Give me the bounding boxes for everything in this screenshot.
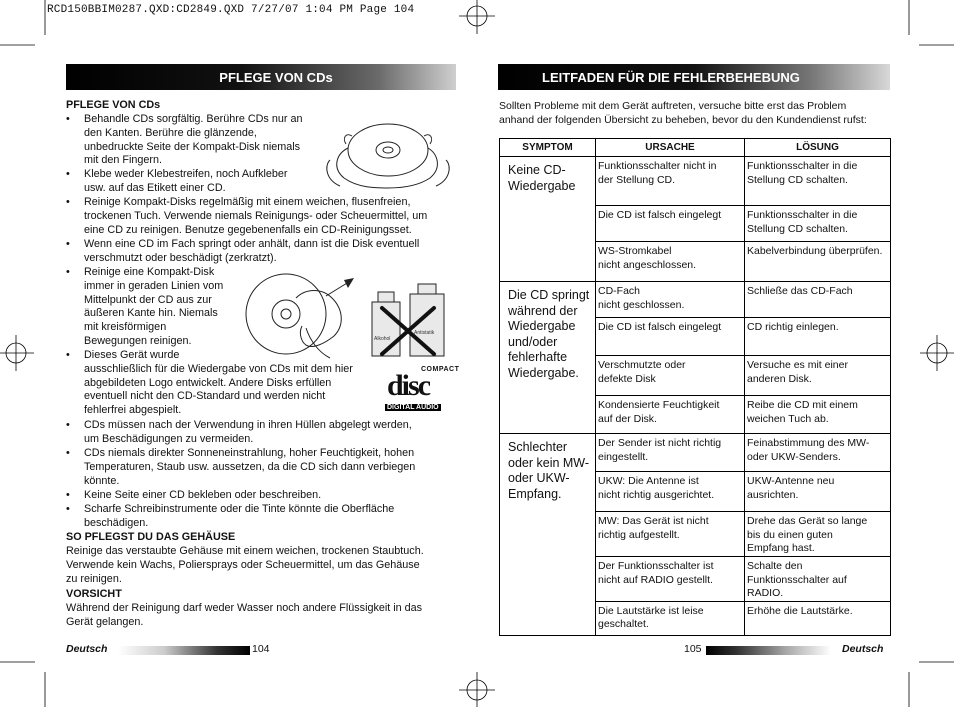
cause-line: richtig aufgestellt.	[598, 528, 680, 541]
solution-line: bis du einen guten	[747, 528, 833, 541]
bullet-dot: •	[66, 503, 70, 515]
logo-disc-text: disc	[387, 369, 430, 402]
logo-compact-text: COMPACT	[421, 366, 460, 373]
cd-cleaning-illustration	[244, 268, 456, 360]
bullet-line: eine CD zu reinigen. Benutze gegebenenfalls ein CD-Reinigungsset.	[84, 223, 412, 236]
bullet-line: fehlerfrei abgespielt.	[84, 404, 182, 417]
solution-line: Empfang hast.	[747, 542, 815, 554]
bullet-line: Klebe weder Klebestreifen, noch Aufkleber	[84, 168, 288, 180]
cause-line: eingestellt.	[598, 450, 649, 463]
intro-line: Sollten Probleme mit dem Gerät auftreten, versuche bitte erst das Problem	[499, 100, 847, 112]
bullet-text	[84, 238, 419, 266]
cause-line: Der Funktionsschalter ist	[598, 560, 714, 572]
symptom-line: Wiedergabe	[508, 178, 576, 193]
caution-line: Gerät gelangen.	[66, 615, 144, 628]
solution-line: Versuche es mit einer	[747, 359, 848, 371]
symptom-line: Wiedergabe	[508, 319, 576, 333]
bullet-line: könnte.	[84, 474, 120, 487]
symptom-line: während der	[508, 303, 578, 318]
right-page-number: 105	[684, 643, 702, 655]
bullet-line: CDs niemals direkter Sonneneinstrahlung, hoher Feuchtigkeit, hohen	[84, 447, 415, 459]
symptom-line: Keine CD-	[508, 163, 566, 177]
cause-line: defekte Disk	[598, 372, 656, 385]
symptom-cell	[500, 434, 596, 636]
symptom-line: oder kein MW-	[508, 455, 590, 470]
bullet-dot: •	[66, 266, 70, 278]
bullet-line: Mittelpunkt der CD aus zur	[84, 293, 212, 306]
cause-line: UKW: Die Antenne ist	[598, 475, 699, 487]
solution-cell	[745, 472, 891, 512]
cause-cell	[596, 512, 745, 557]
bullet-line: Reinige Kompakt-Disks regelmäßig mit einem weichen, flusenfreien,	[84, 196, 411, 208]
solution-line: Funktionsschalter in die	[747, 209, 858, 221]
cause-line: nicht angeschlossen.	[598, 258, 697, 271]
table-row	[500, 157, 891, 206]
cause-line: Die CD ist falsch eingelegt	[598, 209, 722, 221]
bullet-dot: •	[66, 238, 70, 250]
bullet-line: eventuell nicht den CD-Standard und werden nicht	[84, 390, 326, 403]
left-footer-language: Deutsch	[66, 643, 108, 655]
troubleshooting-intro	[499, 99, 889, 127]
bullet-text	[84, 266, 223, 349]
solution-line: Kabelverbindung überprüfen.	[747, 245, 883, 257]
cause-cell	[596, 356, 745, 396]
table-row	[500, 282, 891, 318]
solution-line: oder UKW-Senders.	[747, 450, 841, 463]
caution-text	[66, 602, 456, 630]
solution-line: weichen Tuch ab.	[747, 412, 829, 425]
cause-cell	[596, 242, 745, 282]
housing-line: zu reinigen.	[66, 572, 122, 585]
solution-line: Schalte den	[747, 560, 803, 572]
bullet-line: Bewegungen reinigen.	[84, 334, 192, 347]
solution-line: Stellung CD schalten.	[747, 173, 848, 186]
bullet-line: Scharfe Schreibinstrumente oder die Tinte könnte die Oberfläche	[84, 503, 395, 515]
cause-cell	[596, 282, 745, 318]
bottle-label-alcohol: Alkohol	[374, 336, 391, 342]
right-footer-bar	[706, 646, 831, 655]
cause-line: nicht auf RADIO gestellt.	[598, 573, 713, 586]
cause-cell	[596, 434, 745, 472]
solution-cell	[745, 434, 891, 472]
symptom-line: Wiedergabe.	[508, 365, 579, 380]
bullet-text	[84, 113, 302, 168]
bullet-line: Temperaturen, Staub usw. aussetzen, da die CD sich dann verbiegen	[84, 460, 416, 473]
cause-cell	[596, 557, 745, 602]
cause-line: Kondensierte Feuchtigkeit	[598, 399, 720, 411]
solution-cell	[745, 557, 891, 602]
bullet-line: trockenen Tuch. Verwende niemals Reinigungs- oder Scheuermittel, um	[84, 209, 428, 222]
intro-line: anhand der folgenden Übersicht zu beheben, bevor du den Kundendienst rufst:	[499, 114, 867, 126]
cause-cell	[596, 206, 745, 242]
symptom-line: und/oder	[508, 334, 558, 349]
bullet-line: beschädigen.	[84, 516, 149, 529]
bullet-line: ausschließlich für die Wiedergabe von CDs mit dem hier	[84, 362, 353, 375]
logo-digital-audio-text: DIGITAL AUDIO	[387, 404, 439, 411]
bullet-dot: •	[66, 168, 70, 180]
bullet-text	[84, 503, 394, 531]
symptom-line: fehlerhafte	[508, 350, 568, 364]
solution-line: Stellung CD schalten.	[747, 222, 848, 235]
housing-title: SO PFLEGST DU DAS GEHÄUSE	[66, 531, 236, 543]
bullet-text	[84, 489, 321, 503]
caution-title: VORSICHT	[66, 588, 122, 600]
cause-line: Die Lautstärke ist leise	[598, 604, 704, 617]
bullet-line: Reinige eine Kompakt-Disk	[84, 266, 215, 278]
left-header: PFLEGE VON CDs	[66, 64, 456, 90]
bullet-line: usw. auf das Etikett einer CD.	[84, 181, 226, 194]
housing-text	[66, 545, 456, 586]
bullet-line: immer in geraden Linien vom	[84, 279, 224, 292]
hands-holding-cd-illustration	[318, 108, 456, 194]
bullet-text	[84, 447, 415, 488]
bullet-line: abgebildeten Logo entwickelt. Andere Disks erfüllen	[84, 376, 332, 389]
bullet-line: Dieses Gerät wurde	[84, 349, 180, 361]
solution-cell	[745, 206, 891, 242]
solution-line: ausrichten.	[747, 488, 799, 501]
solution-cell	[745, 318, 891, 356]
right-footer-language: Deutsch	[842, 643, 884, 655]
solution-line: Schließe das CD-Fach	[747, 285, 853, 297]
bullet-line: den Kanten. Berühre die glänzende,	[84, 126, 257, 139]
header-symptom: SYMPTOM	[500, 139, 596, 157]
housing-line: Reinige das verstaubte Gehäuse mit einem weichen, trockenen Staubtuch.	[66, 545, 424, 557]
symptom-line: Die CD springt	[508, 288, 590, 302]
bullet-line: Behandle CDs sorgfältig. Berühre CDs nur an	[84, 113, 303, 125]
cause-line: nicht geschlossen.	[598, 298, 685, 311]
left-footer-bar	[118, 646, 250, 655]
bullet-dot: •	[66, 196, 70, 208]
solution-cell	[745, 282, 891, 318]
bullet-dot: •	[66, 447, 70, 459]
solution-line: CD richtig einlegen.	[747, 321, 839, 333]
right-header: LEITFADEN FÜR DIE FEHLERBEHEBUNG	[498, 64, 890, 90]
cause-line: Der Sender ist nicht richtig	[598, 437, 722, 449]
solution-cell	[745, 396, 891, 434]
cause-line: nicht richtig ausgerichtet.	[598, 488, 715, 501]
solution-line: Erhöhe die Lautstärke.	[747, 604, 853, 617]
symptom-cell	[500, 282, 596, 434]
bullet-text	[84, 168, 287, 196]
cause-line: der Stellung CD.	[598, 173, 676, 186]
solution-line: UKW-Antenne neu	[747, 475, 835, 487]
cause-cell	[596, 396, 745, 434]
bottle-label-antistatic: Antistatik	[414, 330, 435, 336]
bullet-line: Keine Seite einer CD bekleben oder beschreiben.	[84, 489, 322, 501]
caution-line: Während der Reinigung darf weder Wasser noch andere Flüssigkeit in das	[66, 602, 423, 614]
bullet-line: CDs müssen nach der Verwendung in ihren Hüllen abgelegt werden,	[84, 419, 412, 431]
bullet-line: mit den Fingern.	[84, 154, 163, 167]
cause-cell	[596, 472, 745, 512]
solution-line: Feinabstimmung des MW-	[747, 437, 870, 449]
table-header-row	[500, 139, 891, 157]
cause-line: Funktionsschalter nicht in	[598, 160, 717, 172]
care-subtitle: PFLEGE VON CDs	[66, 99, 161, 111]
bullet-line: äußeren Kante hin. Niemals	[84, 307, 218, 320]
header-solution: LÖSUNG	[745, 139, 891, 157]
solution-cell	[745, 512, 891, 557]
symptom-line: Empfang.	[508, 486, 562, 501]
cause-cell	[596, 157, 745, 206]
solution-line: Drehe das Gerät so lange	[747, 515, 868, 527]
solution-cell	[745, 356, 891, 396]
print-slug: RCD150BBIM0287.QXD:CD2849.QXD 7/27/07 1:04 PM Page 104	[47, 4, 415, 16]
symptom-cell	[500, 157, 596, 282]
bullet-line: um Beschädigungen zu vermeiden.	[84, 432, 254, 445]
solution-cell	[745, 157, 891, 206]
solution-line: Reibe die CD mit einem	[747, 399, 858, 411]
cause-line: WS-Stromkabel	[598, 245, 672, 257]
header-cause: URSACHE	[596, 139, 745, 157]
compact-disc-logo	[385, 366, 460, 414]
left-page-number: 104	[252, 643, 270, 655]
symptom-line: oder UKW-	[508, 471, 570, 485]
solution-line: Funktionsschalter in die	[747, 160, 858, 172]
bullet-text	[84, 419, 412, 447]
troubleshooting-table	[499, 138, 891, 636]
bullet-line: unbedruckte Seite der Kompakt-Disk niemals	[84, 140, 301, 153]
cause-line: Verschmutzte oder	[598, 359, 686, 371]
bullet-text	[84, 196, 427, 237]
solution-line: RADIO.	[747, 587, 784, 599]
cause-line: Die CD ist falsch eingelegt	[598, 321, 722, 333]
solution-line: anderen Disk.	[747, 372, 812, 385]
solution-line: Funktionsschalter auf	[747, 573, 847, 586]
bullet-dot: •	[66, 349, 70, 361]
bullet-line: Wenn eine CD im Fach springt oder anhält, dann ist die Disk eventuell	[84, 238, 420, 250]
cause-line: MW: Das Gerät ist nicht	[598, 515, 709, 527]
bullet-line: verschmutzt oder beschädigt (zerkratzt).	[84, 251, 277, 264]
solution-cell	[745, 601, 891, 635]
cause-cell	[596, 601, 745, 635]
cause-line: CD-Fach	[598, 285, 641, 297]
bullet-dot: •	[66, 113, 70, 125]
symptom-line: Schlechter	[508, 440, 568, 454]
bullet-line: mit kreisförmigen	[84, 321, 167, 334]
bullet-dot: •	[66, 419, 70, 431]
bullet-dot: •	[66, 489, 70, 501]
cause-line: auf der Disk.	[598, 412, 657, 425]
cause-line: geschaltet.	[598, 618, 649, 630]
housing-line: Verwende kein Wachs, Poliersprays oder Scheuermittel, um das Gehäuse	[66, 558, 420, 571]
table-row	[500, 434, 891, 472]
cause-cell	[596, 318, 745, 356]
solution-cell	[745, 242, 891, 282]
